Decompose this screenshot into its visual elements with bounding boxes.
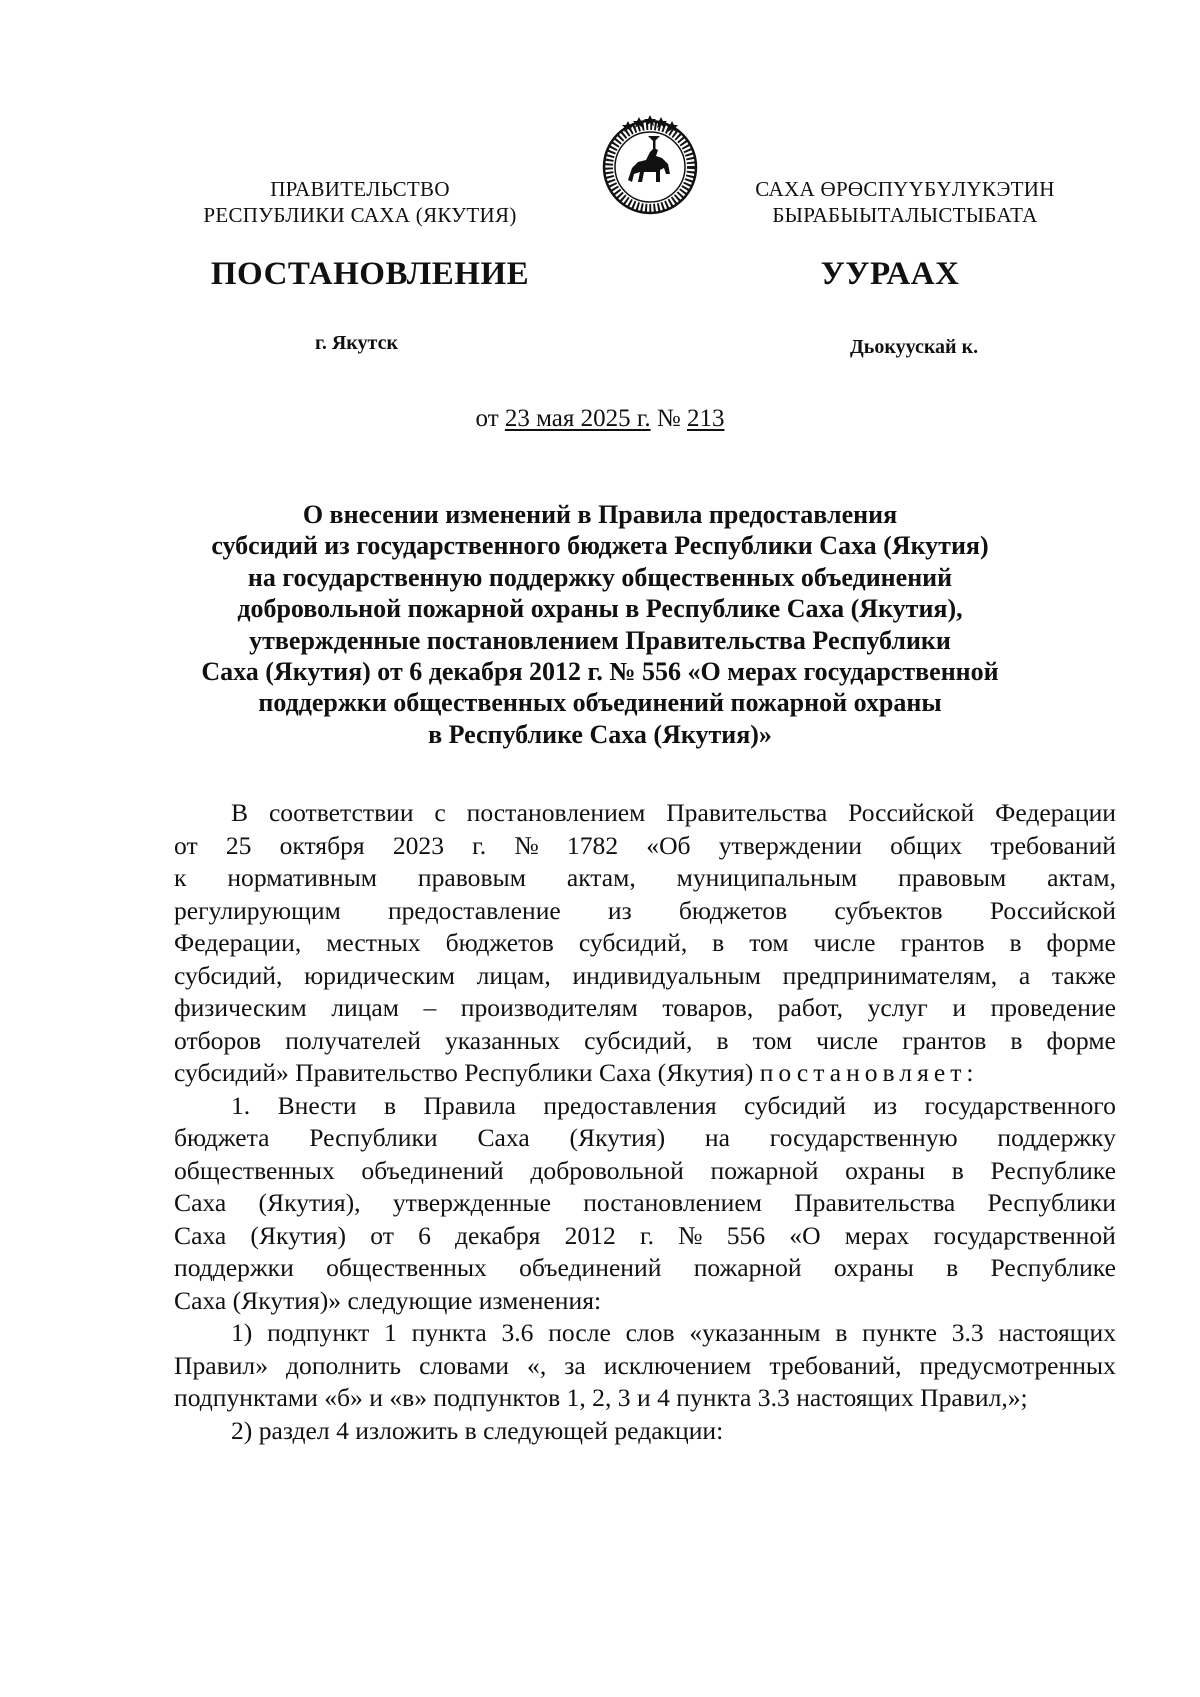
title-line: Саха (Якутия) от 6 декабря 2012 г. № 556 «О мерах государственной bbox=[201, 657, 999, 687]
body-line: отборов получателей указанных субсидий, в том числе грантов в форме bbox=[174, 1025, 1116, 1055]
title-line: на государственную поддержку общественных объединений bbox=[247, 562, 953, 592]
body-line: общественных объединений добровольной пожарной охраны в Республике bbox=[174, 1155, 1116, 1185]
date-line bbox=[300, 405, 900, 433]
city-left: г. Якутск bbox=[315, 332, 398, 354]
paragraph-subitem-2 bbox=[174, 1415, 1116, 1448]
city-right: Дьокуускай к. bbox=[850, 336, 979, 358]
document-title bbox=[150, 499, 1050, 750]
body-line: регулирующим предоставление из бюджетов субъектов Российской bbox=[174, 895, 1116, 925]
resolves-word: постановляет: bbox=[759, 1058, 979, 1087]
number-sign: № bbox=[656, 405, 681, 432]
issuer-left-line1: ПРАВИТЕЛЬСТВО bbox=[270, 177, 450, 201]
body-line: Саха (Якутия) от 6 декабря 2012 г. № 556 «О мерах государственной bbox=[174, 1220, 1116, 1250]
body-line: Саха (Якутия), утвержденные постановлением Правительства Республики bbox=[174, 1188, 1116, 1217]
body-line: физическим лицам – производителям товаров, работ, услуг и проведение bbox=[174, 993, 1116, 1022]
issuer-right-line1: САХА ӨРӨСПҮҮБҮЛҮКЭТИН bbox=[755, 177, 1055, 201]
body-line: В соответствии с постановлением Правительства Российской Федерации bbox=[231, 798, 1116, 827]
body-line: 1) подпункт 1 пункта 3.6 после слов «указанным в пункте 3.3 настоящих bbox=[231, 1318, 1116, 1347]
body-line: к нормативным правовым актам, муниципальным правовым актам, bbox=[174, 863, 1116, 892]
document-body bbox=[174, 797, 1116, 1447]
body-line: субсидий, юридическим лицам, индивидуальным предпринимателям, а также bbox=[174, 960, 1116, 990]
paragraph-item-1 bbox=[174, 1090, 1116, 1318]
body-line-last: подпунктами «б» и «в» подпунктов 1, 2, 3 и 4 пункта 3.3 настоящих Правил,»; bbox=[174, 1383, 1028, 1412]
issuer-left bbox=[150, 176, 570, 228]
paragraph-preamble bbox=[174, 797, 1116, 1090]
body-line: Правил» дополнить словами «, за исключением требований, предусмотренных bbox=[174, 1350, 1116, 1380]
body-line: бюджета Республики Саха (Якутия) на государственную поддержку bbox=[174, 1123, 1116, 1152]
paragraph-subitem-1 bbox=[174, 1317, 1116, 1415]
body-line-text: субсидий» Правительство Республики Саха (Якутия) bbox=[174, 1058, 754, 1087]
title-line: добровольной пожарной охраны в Республике Саха (Якутия), bbox=[237, 594, 963, 624]
coat-of-arms-icon bbox=[598, 112, 702, 216]
document-number: 213 bbox=[686, 405, 725, 432]
title-line: О внесении изменений в Правила предоставления bbox=[302, 500, 898, 529]
body-line-last bbox=[174, 1057, 1116, 1090]
body-line: от 25 октября 2023 г. № 1782 «Об утверждении общих требований bbox=[174, 830, 1116, 860]
body-line: поддержки общественных объединений пожарной охраны в Республике bbox=[174, 1253, 1116, 1282]
date-prefix: от bbox=[475, 405, 499, 432]
coat-of-arms-emblem bbox=[598, 112, 702, 216]
issuer-right bbox=[725, 176, 1085, 228]
title-line: субсидий из государственного бюджета Республики Саха (Якутия) bbox=[211, 531, 989, 561]
body-line-last: 2) раздел 4 изложить в следующей редакции: bbox=[231, 1415, 724, 1445]
title-line: в Республике Саха (Якутия)» bbox=[428, 719, 772, 749]
issuer-right-line2: БЫРАБЫЫТАЛЫСТЫБАТА bbox=[772, 203, 1038, 227]
document-date: 23 мая 2025 г. bbox=[504, 405, 651, 432]
document-kind-left: ПОСТАНОВЛЕНИЕ bbox=[210, 256, 530, 292]
issuer-left-line2: РЕСПУБЛИКИ САХА (ЯКУТИЯ) bbox=[203, 203, 517, 227]
title-line: поддержки общественных объединений пожарной охраны bbox=[258, 688, 942, 718]
body-line: Федерации, местных бюджетов субсидий, в том числе грантов в форме bbox=[174, 928, 1116, 957]
body-line-last: Саха (Якутия)» следующие изменения: bbox=[174, 1285, 602, 1315]
body-line: 1. Внести в Правила предоставления субсидий из государственного bbox=[231, 1090, 1116, 1120]
title-line: утвержденные постановлением Правительства Республики bbox=[249, 625, 951, 655]
document-kind-right: УУРААХ bbox=[820, 256, 960, 292]
